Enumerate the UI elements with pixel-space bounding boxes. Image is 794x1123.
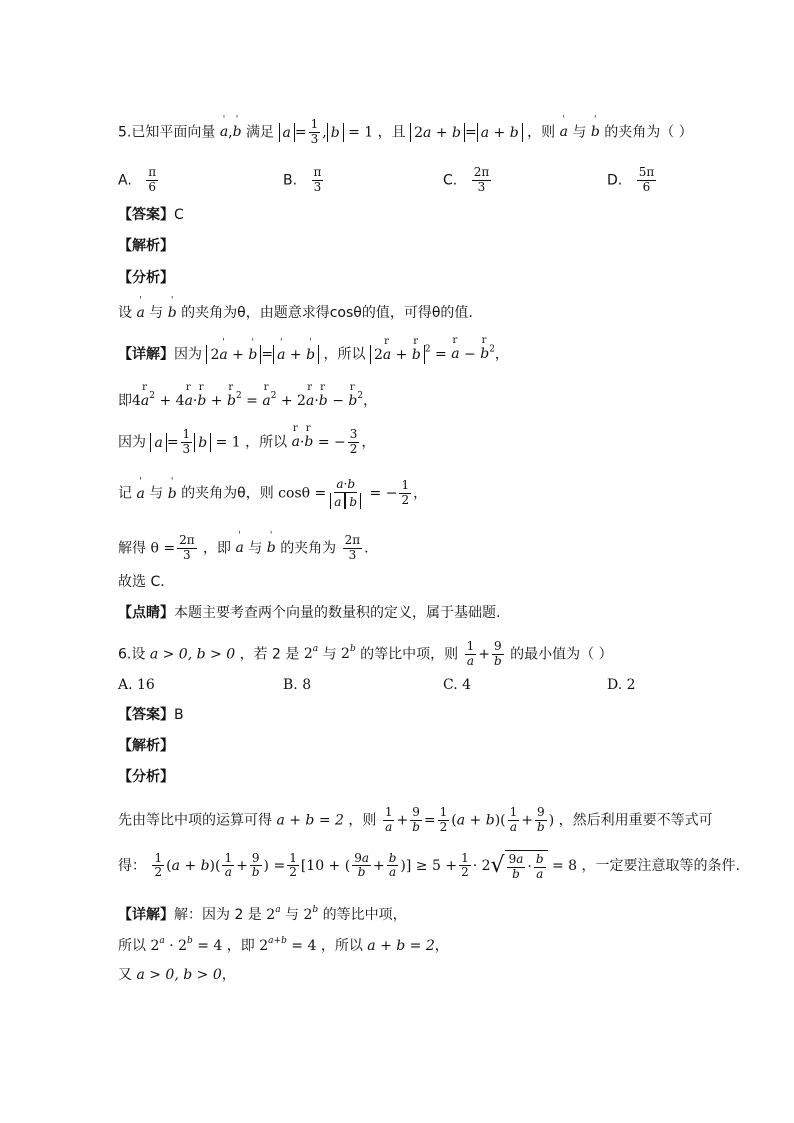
q5-dianjing [118,606,500,620]
math: 2a + b [410,123,465,142]
text: ，然后利用重要不等式可 [558,812,713,829]
math: a > 0, b > 0 [149,646,236,663]
math: $\frac{1}{a}$ [384,805,393,834]
text: 的夹角为 [280,540,337,557]
q6-stem: 6.设 a > 0, b > 0 ，若 2 是 2$^a$ 与 2$^b$ 的等比中项，则 $\frac{1}{a}$ + $\frac{9}{b}$ 的最小值为（ ） [118,639,613,668]
text: 所以 [118,938,146,954]
q6-fenxi-line2: 得： $\frac{1}{2}$ (a + b)( $\frac{1}{a}$ + $\frac{9}{b}$ ) = $\frac{1}{2}$ [10 + ( $\frac{9a}{b}$ + $\frac{b}{a}$ )] ≥ 5 + $\frac{1}{2}$ · 2 √ $\frac{9a}{b}$ · $\frac{b}{a}$ = 8 ，一定要注意取等的条件. [118,850,740,881]
math: $\frac{\pi}{3}$ [313,165,322,194]
text: ，即 [203,540,232,557]
q5-conclusion: 故选 C. [118,574,165,590]
math: $2^a \cdot 2^b = 4$ [150,936,223,954]
math: $\frac{2\pi}{3}$ [344,533,361,562]
q5-xiangjie-line2: 即4r $a^2 + 4r$ a·r b + r $b^2 = r$ $a^2 + 2r$ a·r b − r $b^2$， [118,392,377,408]
math: a [279,123,295,142]
q6-xiangjie-line2: 所以 $2^a \cdot 2^b = 4$ ，即 $2^{a+b} = 4$ ，所以 a + b = 2， [118,936,449,954]
math: $\frac{1}{2}$ [289,850,297,880]
math: $\frac{2\pi}{3}$ [473,165,490,194]
math: $\frac{9}{b}$ [494,639,502,668]
text: 与 [248,540,263,557]
math: ' a [236,541,244,555]
math: $\frac{9}{b}$ [412,805,420,834]
math: a + b = 2 [367,938,435,954]
text: 记 [118,485,132,502]
q6-fenxi-line1: 先由等比中项的运算可得 a + b = 2 ，则 $\frac{1}{a}$ + $\frac{9}{b}$ = $\frac{1}{2}$ (a + b)( $\frac{1}{a}$ + $\frac{9}{b}$ ) ，然后利用重要不等式可 [118,805,713,834]
math: $\frac{9}{b}$ [537,805,545,834]
dianjing-tag: 【点睛】 [118,605,174,621]
math: 2$^a$ [266,905,281,923]
text: 又 [118,967,132,983]
math: $\frac{9}{b}$ [251,850,260,880]
text: 的等比中项，则 [360,646,459,663]
math: ' a [220,125,228,139]
text: 的等比中项， [322,907,407,923]
math: $\frac{1}{2}$ [401,478,410,508]
q5-stem-then: ，则 [527,124,556,141]
q5-option-a [118,166,160,195]
math: $\frac{5\pi}{6}$ [638,165,655,194]
q5-option-b [283,166,325,195]
q5-jiexi-tag: 【解析】 [118,238,174,254]
text: 因为 [118,434,146,451]
q6-option-a: A. 16 [118,677,155,693]
text: ，所以 [323,346,366,363]
text: 与 [149,485,164,502]
text: ，所以 [320,938,363,954]
text: 与 [322,646,337,663]
answer-value: C [174,207,184,223]
math: 2' a + ' b [206,345,261,364]
math: ' b [591,125,600,139]
q5-xiangjie-line1: 【详解】因为 2' a + ' b =' a + ' b ，所以 2r a + r b $^2$ = r a − r $b^2$， [118,345,509,364]
math: ' b [267,541,276,555]
q5-option-c [443,166,493,195]
text: ，一定要注意取等的条件. [581,857,740,874]
math: 2$^a$ [303,644,319,663]
math: a + b = 2 [276,812,344,829]
math: ' b [233,125,242,139]
q5-stem-prefix: 5.已知平面向量 [118,124,216,141]
q5-stem-with: 与 [572,124,587,141]
text: 的最小值为（ ） [510,646,613,663]
math: ' a [136,306,144,320]
math: b [194,433,211,452]
q5-xiangjie-line3: 因为 a = $\frac{1}{3}$ b = 1 ，所以 r a·r b = − $\frac{3}{2}$ ， [118,428,375,457]
text: 本题主要考查两个向量的数量积的定义，属于基础题. [174,605,501,621]
math: b [327,123,344,142]
text: 与 [285,907,300,923]
text: ，则 [348,812,377,829]
math: $\frac{1}{2}$ [154,850,163,880]
q5-answer [118,208,184,222]
math: $\frac{3}{2}$ [349,427,358,456]
q5-stem-and: ，且 [377,124,406,141]
text: 6.设 [118,646,146,663]
xiangjie-tag: 【详解】 [118,346,174,363]
math: $\frac{1}{a}$ [224,850,233,880]
q5-fenxi-tag: 【分析】 [118,270,174,286]
option-label: D. [607,172,623,189]
math: $\frac{1}{3}$ [182,427,191,456]
math: $\frac{2\pi}{3}$ [179,533,195,562]
option-label: C. [443,172,458,189]
text: ，若 2 是 [239,646,300,663]
text: 得： [118,857,146,874]
math: 2r a + r b [370,345,425,364]
math: ' a [560,125,568,139]
math: a [150,433,166,452]
math: $\frac{1}{3}$ [310,117,319,146]
math: a > 0, b > 0 [136,967,222,983]
q5-fenxi-text [118,306,473,320]
math: ' b [168,487,177,501]
option-label: A. [118,172,132,189]
q5-stem: 5.已知平面向量 ' a,' b 满足 a = $\frac{1}{3}$ , b = 1 ，且 2a + b = a + b ，则 ' a 与 ' b 的夹角为（ ） [118,118,693,147]
text: ，所以 [245,434,288,451]
text: 解：因为 2 是 [174,907,262,923]
q6-answer [118,708,184,722]
q6-option-c: C. 4 [443,677,472,693]
text: ， [221,967,236,983]
math: $\frac{a\cdot b}{\text{a b}}$ [328,478,363,509]
q5-xiangjie-line5: 解得 θ = $\frac{2\pi}{3}$ ，即 ' a 与 ' b 的夹角为 $\frac{2\pi}{3}$ . [118,534,369,563]
math: $2^{a+b} = 4$ [259,936,317,954]
q6-xiangjie-line3 [118,968,236,982]
math: ' a + ' b [273,345,319,364]
answer-value: B [174,707,184,723]
math: 2$^b$ [303,905,319,923]
q6-option-d: D. 2 [607,677,636,693]
q5-option-d [607,166,658,195]
text: 即 [118,393,132,409]
q5-stem-suffix: 的夹角为（ ） [604,124,693,141]
math: $\frac{1}{2}$ [439,805,448,834]
q5-xiangjie-line4: 记 ' a 与 ' b 的夹角为θ，则 cosθ = $\frac{a\cdot b}{\text{a b}}$ = − $\frac{1}{2}$ ， [118,478,427,509]
q6-fenxi-tag: 【分析】 [118,769,174,785]
q6-xiangjie-line1 [118,906,407,922]
math: ' a [136,487,144,501]
option-label: B. [283,172,298,189]
answer-tag: 【答案】 [118,207,174,223]
text: 解得 [118,540,146,557]
q6-jiexi-tag: 【解析】 [118,738,174,754]
math: $\frac{1}{a}$ [509,805,518,834]
math: √ $\frac{9a}{b}$ · $\frac{b}{a}$ [491,850,548,882]
math: a + b [477,123,523,142]
text: 的夹角为θ，则 [181,485,274,502]
math: $\frac{9a}{b}$ [354,850,369,880]
math: $\frac{1}{a}$ [466,639,475,668]
math: 2$^b$ [341,644,356,663]
q5-stem-satisfy: 满足 [246,124,275,141]
math: $\frac{b}{a}$ [388,850,397,880]
math: $\frac{\pi}{6}$ [148,165,157,194]
text: 与 [149,305,164,321]
text: 设 [118,305,132,321]
answer-tag: 【答案】 [118,707,174,723]
text: ，即 [226,938,255,954]
text: 先由等比中项的运算可得 [118,812,272,829]
math: ' b [168,306,177,320]
math: $\frac{1}{2}$ [461,850,469,880]
text: 的夹角为θ，由题意求得cosθ的值，可得θ的值. [181,305,473,321]
xiangjie-tag: 【详解】 [118,907,174,923]
q6-option-b: B. 8 [283,677,312,693]
text: 因为 [174,346,202,363]
